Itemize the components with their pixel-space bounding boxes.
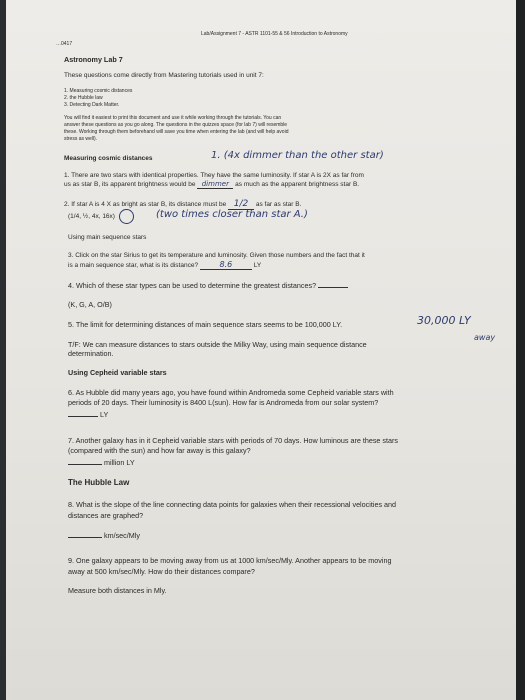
question-7-line2: (compared with the sun) and how far away is this galaxy? — [68, 446, 251, 455]
tutorial-item: 1. Measuring cosmic distances — [64, 88, 133, 94]
question-1-line2: us as star B, its apparent brightness would be dimmer as much as the apparent brightness star B. — [64, 180, 360, 188]
instruction-line: stress as well). — [64, 136, 98, 142]
q8-answer-line: km/sec/Mly — [68, 531, 140, 540]
question-2: 2. If star A is 4 X as bright as star B, its distance must be 1/2 as far as star B. — [64, 199, 302, 209]
tf-question-line1: T/F: We can measure distances to stars outside the Milky Way, using main sequence distance — [68, 340, 367, 349]
question-9-line3: Measure both distances in Mly. — [68, 586, 167, 595]
question-3-line2: is a main sequence star, what is its distance? 8.6 LY — [68, 260, 262, 269]
question-9-line1: 9. One galaxy appears to be moving away from us at 1000 km/sec/Mly. Another appears to be moving — [68, 556, 392, 565]
q7-answer-line: million LY — [68, 458, 135, 467]
header-course-ref: Lab/Assignment 7 - ASTR 1101-55 & 56 Introduction to Astronomy — [201, 31, 348, 37]
question-6-line1: 6. As Hubble did many years ago, you have found within Andromeda some Cepheid variable stars with — [68, 388, 394, 397]
handwritten-note-q1: 1. (4x dimmer than the other star) — [211, 150, 384, 161]
page-title: Astronomy Lab 7 — [64, 55, 123, 64]
instruction-line: You will find it easiest to print this document and use it while working through the tutorials. You can — [64, 115, 282, 121]
tutorial-item: 2. the Hubble law — [64, 95, 103, 101]
question-3-line1: 3. Click on the star Sirius to get its temperature and luminosity. Given those numbers and the fact that it — [68, 252, 365, 259]
question-8-line1: 8. What is the slope of the line connecting data points for galaxies when their recessional velocities and — [68, 500, 397, 509]
section-heading-main-sequence: Using main sequence stars — [68, 234, 147, 241]
q2-circled-choice — [119, 209, 134, 224]
q6-answer-field[interactable] — [68, 416, 98, 417]
q4-answer-field[interactable] — [318, 287, 348, 288]
tutorial-item: 3. Detecting Dark Matter. — [64, 102, 120, 108]
question-1-line1: 1. There are two stars with identical properties. They have the same luminosity. If star A is 2X as far from — [64, 172, 364, 179]
q2-options: (1/4, ½, 4x, 16x) — [68, 213, 115, 220]
q1-answer-field[interactable]: dimmer — [197, 180, 233, 189]
section-heading-cepheid: Using Cepheid variable stars — [68, 368, 167, 377]
q6-answer-line: LY — [68, 410, 108, 419]
q5-answer-handwriting[interactable]: 30,000 LY — [417, 314, 471, 327]
q4-options: (K, G, A, O/B) — [68, 300, 112, 309]
intro-text: These questions come directly from Mastering tutorials used in unit 7: — [64, 72, 264, 79]
q8-answer-field[interactable] — [68, 537, 102, 538]
question-7-line1: 7. Another galaxy has in it Cepheid variable stars with periods of 70 days. How luminous are these stars — [68, 436, 398, 445]
handwritten-note-q2: (two times closer than star A.) — [156, 209, 308, 220]
section-heading-measuring: Measuring cosmic distances — [64, 155, 153, 162]
q2-answer-field[interactable]: 1/2 — [228, 199, 254, 210]
question-6-line2: periods of 20 days. Their luminosity is 8400 L(sun). How far is Andromeda from our solar system? — [68, 398, 379, 407]
question-8-line2: distances are graphed? — [68, 511, 144, 520]
header-date: …0417 — [56, 41, 73, 47]
question-4: 4. Which of these star types can be used to determine the greatest distances? — [68, 281, 348, 290]
question-5: 5. The limit for determining distances of main sequence stars seems to be 100,000 LY. — [68, 320, 343, 329]
background-edge — [516, 0, 525, 700]
question-9-line2: away at 500 km/sec/Mly. How do their distances compare? — [68, 567, 255, 576]
q7-answer-field[interactable] — [68, 464, 102, 465]
q3-answer-field[interactable]: 8.6 — [200, 260, 252, 270]
tf-question-line2: determination. — [68, 349, 114, 358]
instruction-line: these. Working through them beforehand will save you time when entering the lab (and will help avoid — [64, 129, 289, 135]
worksheet-page — [6, 0, 516, 700]
section-heading-hubble: The Hubble Law — [68, 478, 130, 487]
instruction-line: answer these questions as you go along. The questions in the quizzes space (for lab 7) will resemble — [64, 122, 288, 128]
tf-answer-handwriting[interactable]: away — [474, 333, 496, 342]
